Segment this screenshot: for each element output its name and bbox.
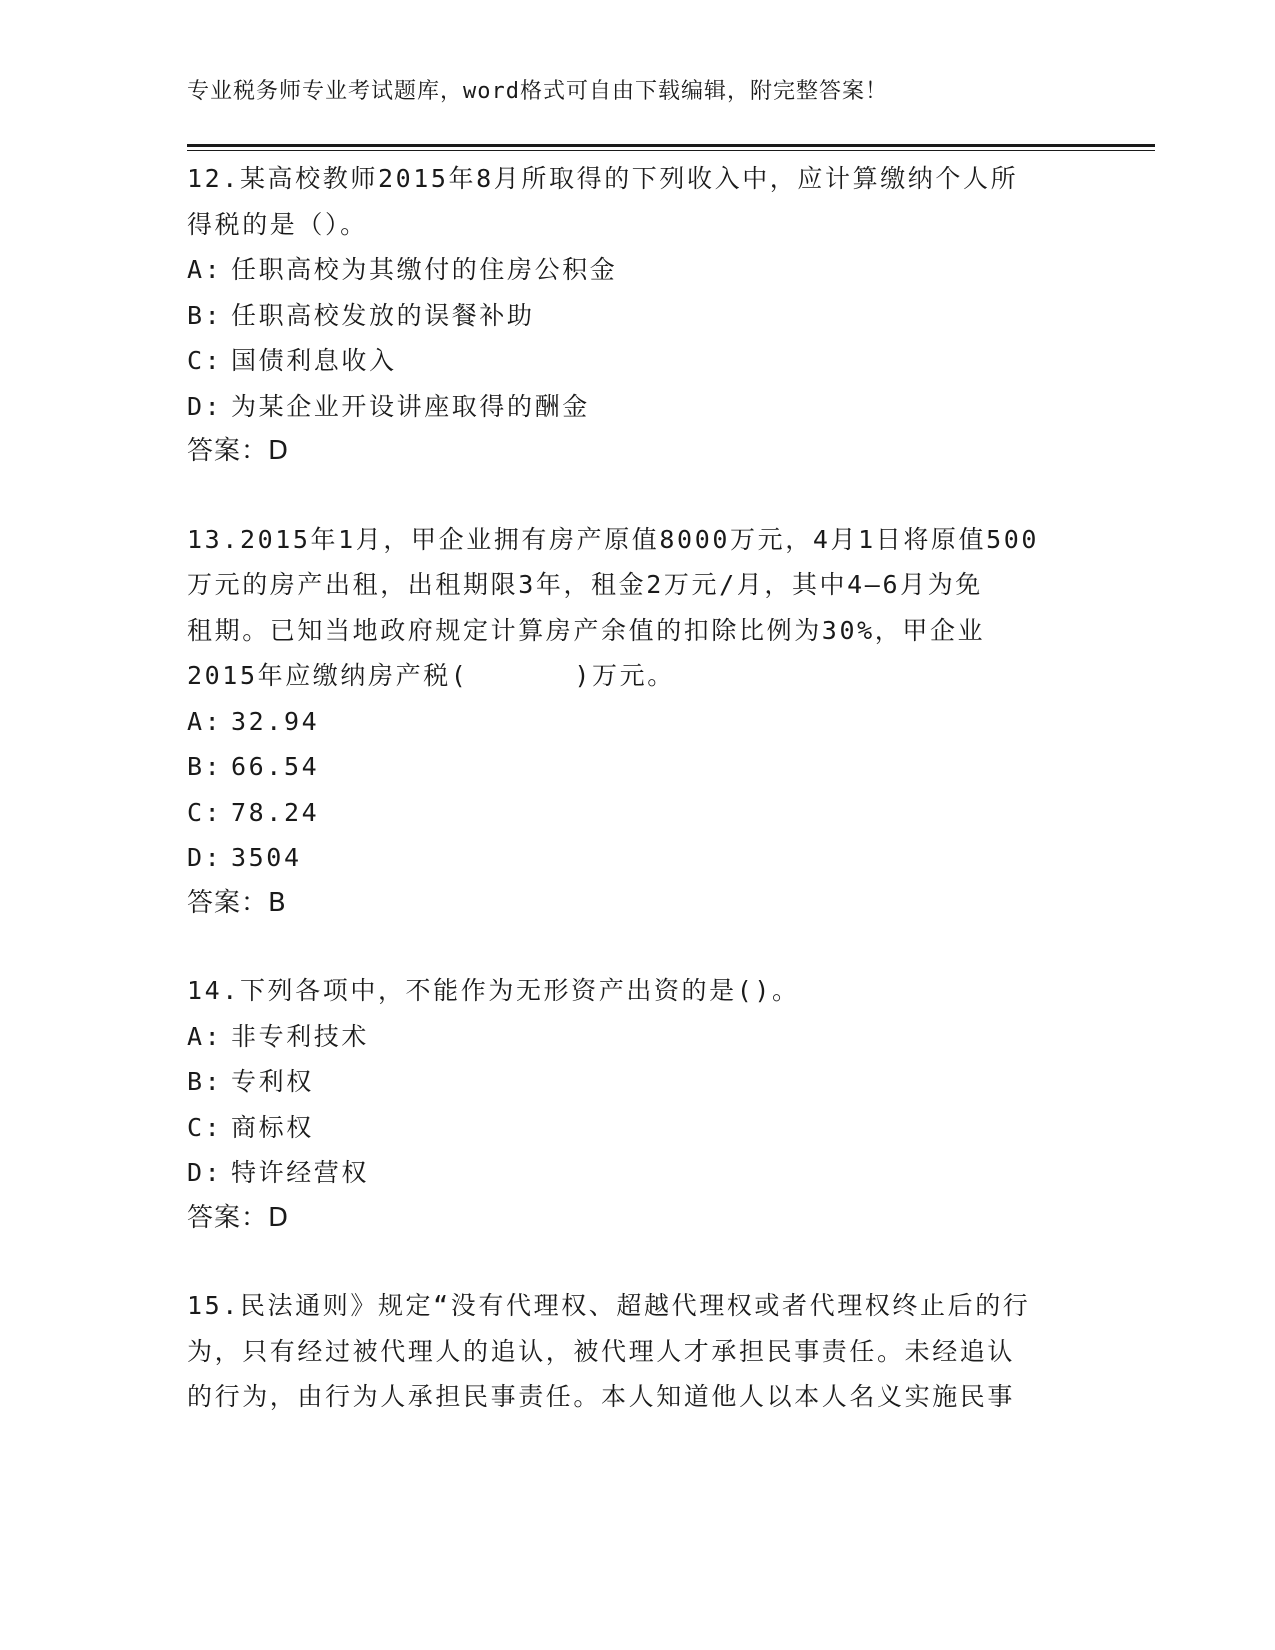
option-c — [187, 790, 1087, 836]
option-text: 特许经营权 — [231, 1158, 370, 1187]
option-letter: C: — [187, 797, 223, 827]
option-text: 66.54 — [231, 752, 320, 781]
question-stem-line: 14.下列各项中，不能作为无形资产出资的是()。 — [187, 976, 800, 1005]
option-text: 78.24 — [231, 797, 320, 827]
answer-line: 答案：D — [187, 436, 290, 466]
question-14 — [187, 968, 1087, 1241]
option-a — [187, 1014, 1087, 1060]
option-a — [187, 247, 1087, 293]
option-d — [187, 835, 1087, 881]
option-text: 3504 — [231, 843, 302, 872]
question-list — [187, 156, 1087, 1462]
option-b — [187, 1059, 1087, 1105]
option-letter: D: — [187, 1158, 223, 1187]
option-c — [187, 1105, 1087, 1151]
option-a — [187, 699, 1087, 745]
option-text: 非专利技术 — [231, 1021, 370, 1051]
option-text: 任职高校为其缴付的住房公积金 — [231, 255, 618, 284]
question-stem-line: 租期。已知当地政府规定计算房产余值的扣除比例为30%，甲企业 — [187, 615, 986, 645]
option-text: 商标权 — [231, 1112, 314, 1142]
question-15 — [187, 1283, 1087, 1420]
option-letter: D: — [187, 843, 223, 872]
option-b — [187, 744, 1087, 790]
option-text: 专利权 — [231, 1067, 314, 1096]
option-d — [187, 1150, 1087, 1196]
option-letter: A: — [187, 255, 223, 284]
question-13 — [187, 517, 1087, 927]
option-letter: B: — [187, 300, 223, 330]
option-letter: A: — [187, 706, 223, 736]
answer-line: 答案：B — [187, 887, 287, 918]
question-stem-line: 13.2015年1月，甲企业拥有房产原值8000万元，4月1日将原值500 — [187, 524, 1040, 554]
option-d — [187, 384, 1087, 430]
question-stem-line: 万元的房产出租，出租期限3年，租金2万元/月，其中4—6月为免 — [187, 570, 983, 599]
option-text: 任职高校发放的误餐补助 — [231, 300, 535, 330]
header-rule-thick — [187, 144, 1155, 147]
option-letter: C: — [187, 1112, 223, 1142]
option-c — [187, 338, 1087, 384]
option-text: 为某企业开设讲座取得的酬金 — [231, 391, 590, 421]
header-text: 专业税务师专业考试题库，word格式可自由下载编辑，附完整答案！ — [187, 79, 888, 104]
option-text: 国债利息收入 — [231, 346, 397, 375]
question-stem-line: 得税的是（）。 — [187, 209, 368, 239]
option-letter: D: — [187, 391, 223, 421]
option-text: 32.94 — [231, 706, 320, 736]
question-stem-line: 为，只有经过被代理人的追认，被代理人才承担民事责任。未经追认 — [187, 1336, 1016, 1366]
question-12 — [187, 156, 1087, 475]
answer-line: 答案：D — [187, 1202, 290, 1233]
option-letter: A: — [187, 1021, 223, 1051]
option-letter: B: — [187, 1067, 223, 1096]
question-stem-line: 15.民法通则》规定“没有代理权、超越代理权或者代理权终止后的行 — [187, 1291, 1031, 1320]
question-stem-line: 2015年应缴纳房产税( )万元。 — [187, 661, 675, 690]
question-stem-line: 12.某高校教师2015年8月所取得的下列收入中，应计算缴纳个人所 — [187, 164, 1019, 193]
option-letter: B: — [187, 752, 223, 781]
option-b — [187, 293, 1087, 339]
option-letter: C: — [187, 346, 223, 375]
question-stem-line: 的行为，由行为人承担民事责任。本人知道他人以本人名义实施民事 — [187, 1382, 1016, 1411]
header-rule-thin — [187, 150, 1155, 151]
